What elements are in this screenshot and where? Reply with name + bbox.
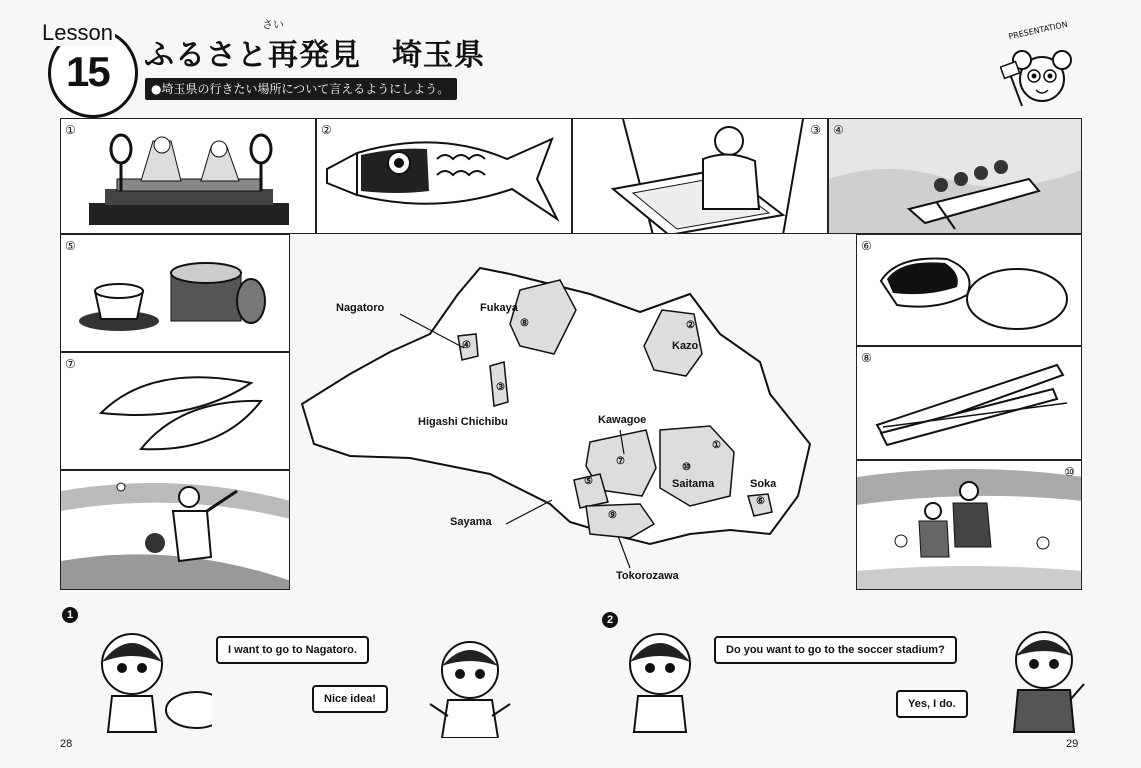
map-label-fukaya: Fukaya [480, 302, 518, 314]
map-number: ⑩ [682, 462, 691, 473]
sweet-potato-icon [61, 353, 290, 470]
tea-cup-icon [61, 235, 290, 352]
panel-tea [60, 234, 290, 352]
map-number: ⑦ [616, 456, 625, 467]
map-label-saitama: Saitama [672, 478, 715, 490]
boy-soccer-uniform-icon [1000, 624, 1090, 734]
map-label-tokorozawa: Tokorozawa [616, 570, 679, 582]
map-label-sayama: Sayama [450, 516, 492, 528]
panel-number: ⑥ [861, 239, 872, 253]
saitama-map [290, 234, 856, 590]
map-number: ⑤ [584, 476, 593, 487]
map-label-higashi-chichibu: Higashi Chichibu [418, 416, 508, 428]
panel-green-onion [856, 346, 1082, 460]
panel-number: ① [65, 123, 76, 137]
map-label-soka: Soka [750, 478, 777, 490]
panel-number: ④ [833, 123, 844, 137]
lesson-number: 15 [66, 48, 109, 95]
girl-asking-icon [616, 624, 706, 734]
panel-number: ⑧ [861, 351, 872, 365]
panel-number: ③ [810, 123, 821, 137]
panel-hina-dolls [60, 118, 316, 234]
page-number-right: 29 [1066, 738, 1079, 750]
mascot-mouse-icon [1000, 34, 1080, 114]
dialogue-marker: 2 [602, 612, 618, 628]
page-number-left: 28 [60, 738, 73, 750]
map-number: ⑨ [608, 510, 617, 521]
map-label-nagatoro: Nagatoro [336, 302, 385, 314]
boy-waving-icon [420, 634, 520, 738]
panel-koinobori [316, 118, 572, 234]
hina-dolls-icon [61, 119, 316, 234]
title-ruby: さい [262, 18, 284, 31]
panel-paper-making [572, 118, 828, 234]
page-title: ふるさと再発見 埼玉県 [144, 38, 485, 73]
speech-bubble-boy: Nice idea! [312, 685, 388, 713]
rice-cracker-icon [857, 235, 1082, 346]
green-onion-icon [857, 347, 1082, 460]
soccer-players-icon [857, 461, 1082, 590]
panel-number: ⑩ [1064, 465, 1075, 479]
map-number: ⑧ [520, 318, 529, 329]
map-label-kazo: Kazo [672, 340, 699, 352]
dialogue-marker: 1 [62, 607, 78, 623]
map-label-kawagoe: Kawagoe [598, 414, 647, 426]
speech-bubble-girl: Do you want to go to the soccer stadium? [714, 636, 957, 664]
panel-number: ⑤ [65, 239, 76, 253]
map-number: ③ [496, 382, 505, 393]
map-number: ② [686, 320, 695, 331]
girl-thinking-icon [92, 624, 212, 734]
panel-soccer [856, 460, 1082, 590]
panel-river-boat [828, 118, 1082, 234]
prefecture-map [290, 234, 856, 590]
panel-senbei [856, 234, 1082, 346]
panel-number: ⑦ [65, 357, 76, 371]
lesson-goal: ●埼玉県の行きたい場所について言えるようにしよう。 [145, 78, 457, 100]
speech-bubble-girl: I want to go to Nagatoro. [216, 636, 369, 664]
boat-ride-icon [829, 119, 1082, 234]
speech-bubble-boy: Yes, I do. [896, 690, 968, 718]
baseball-player-icon [61, 471, 290, 590]
map-number: ④ [462, 340, 471, 351]
presentation-label: PRESENTATION [1007, 19, 1069, 42]
paper-making-icon [573, 119, 828, 234]
map-number: ① [712, 440, 721, 451]
carp-streamer-icon [317, 119, 572, 234]
map-number: ⑥ [756, 496, 765, 507]
panel-number: ② [321, 123, 332, 137]
lesson-word: Lesson [42, 20, 113, 45]
panel-sweet-potato [60, 352, 290, 470]
panel-baseball [60, 470, 290, 590]
